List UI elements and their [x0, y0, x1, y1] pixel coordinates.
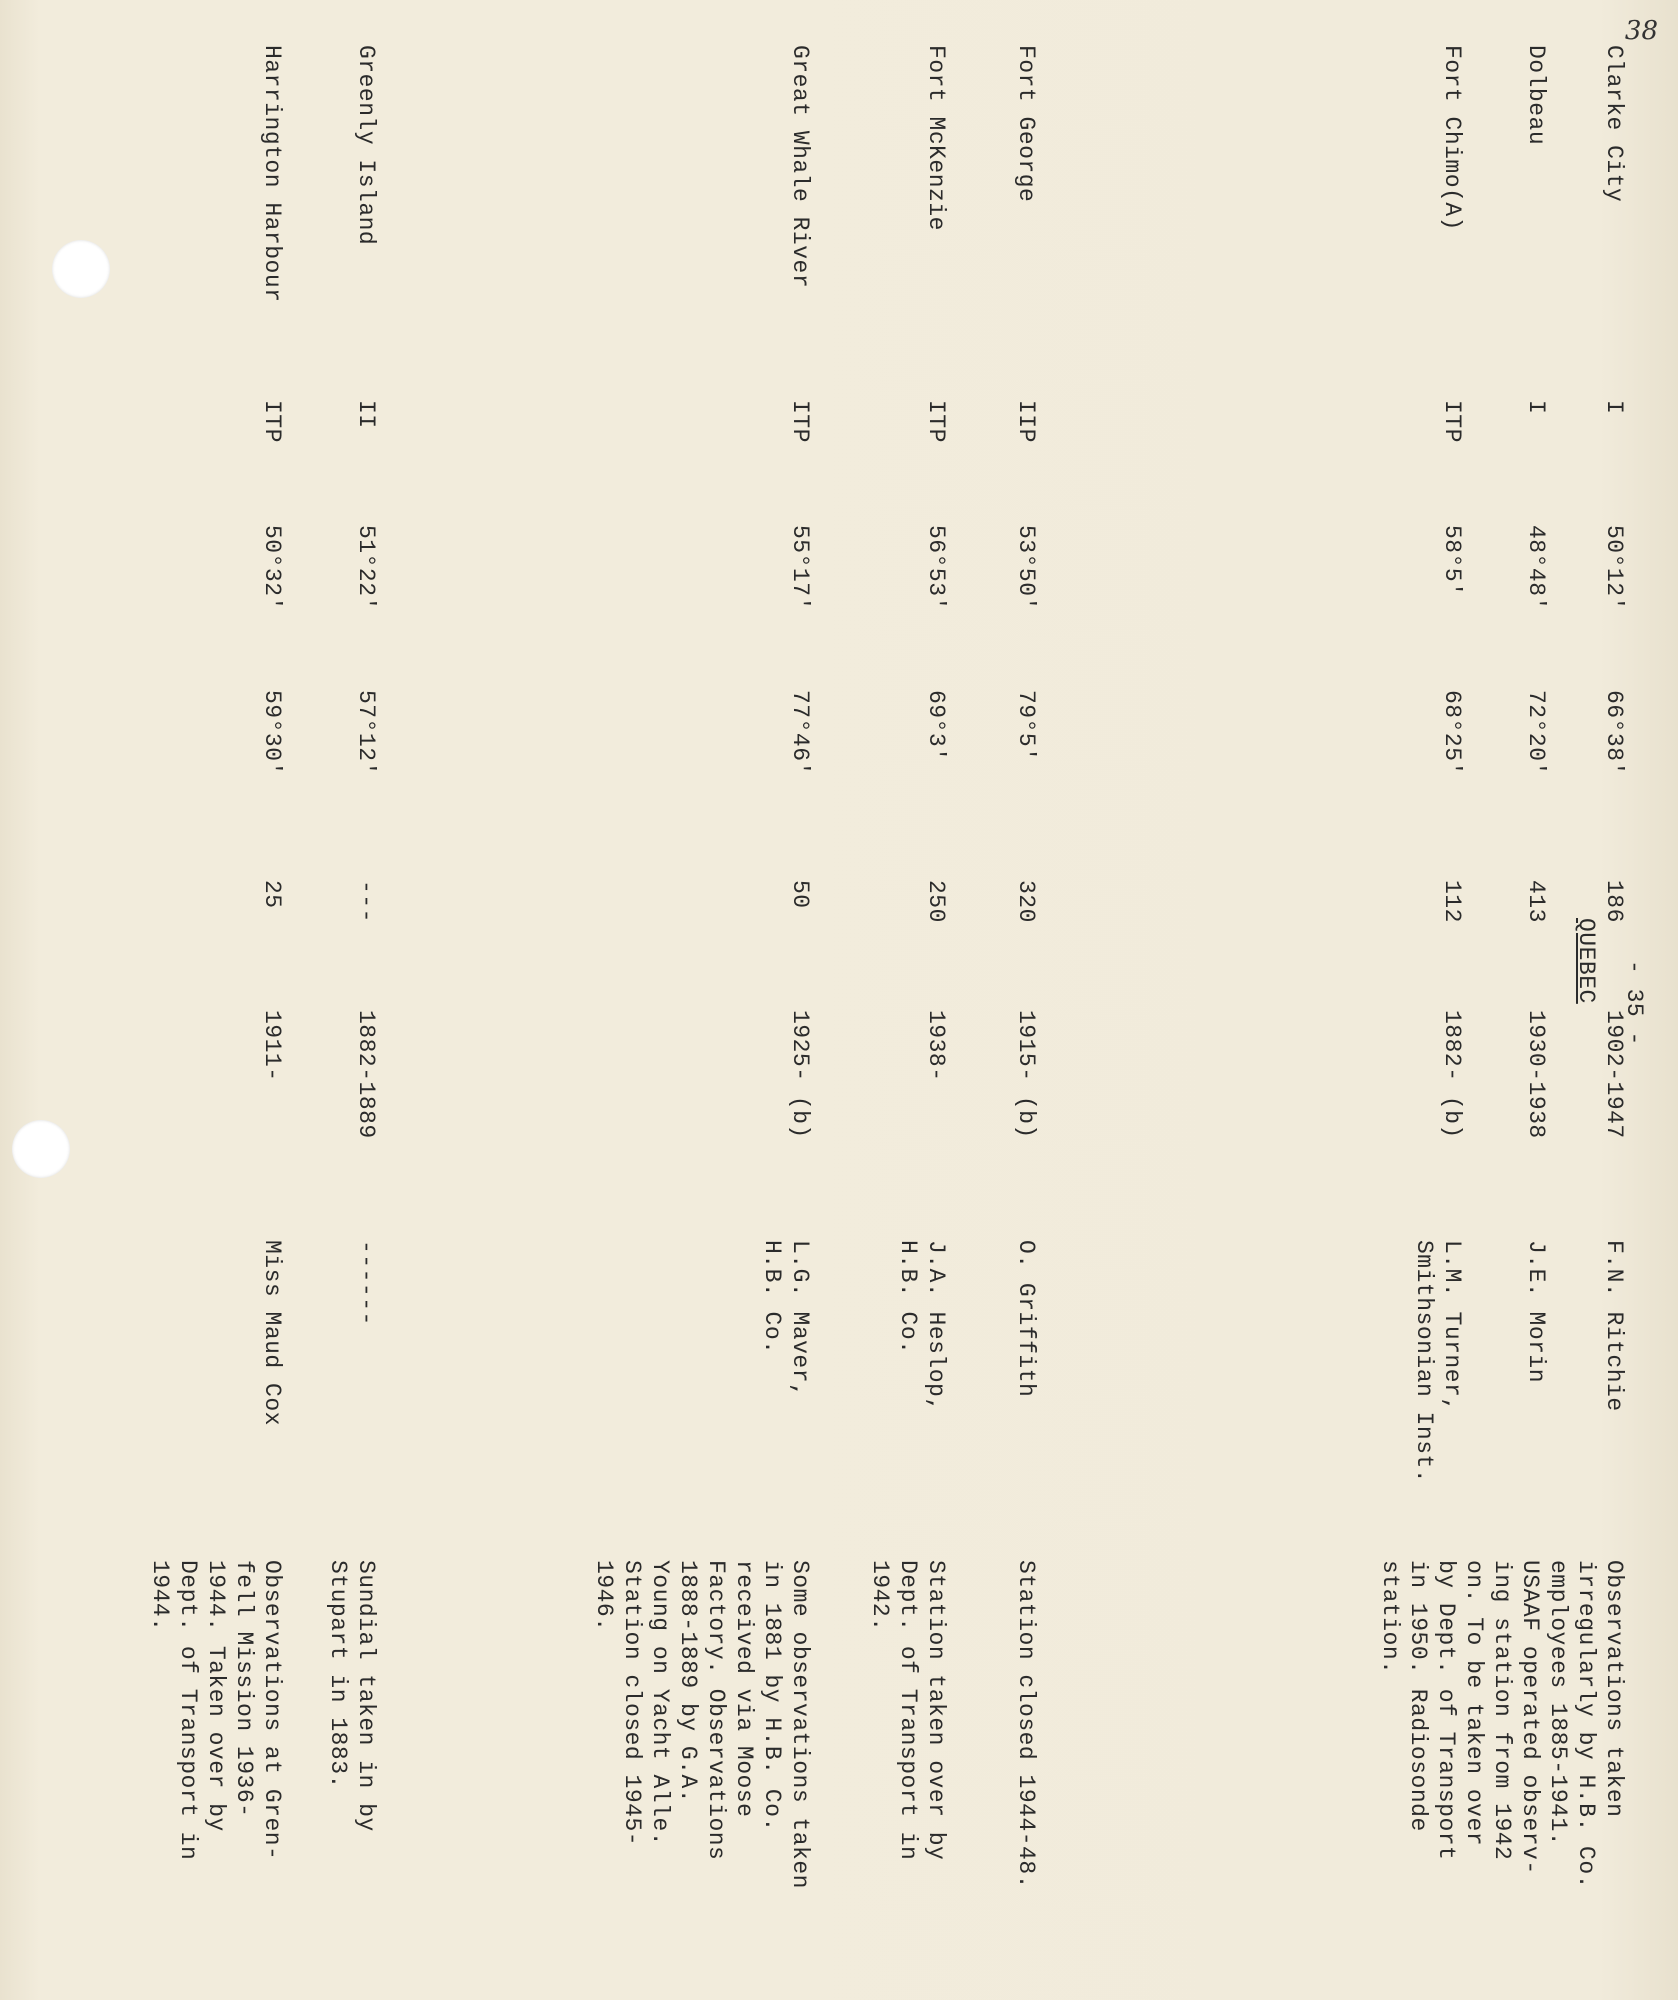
observer-line: F.N. Ritchie	[1601, 1240, 1627, 1412]
notes-line: employees 1885-1941.	[1545, 1560, 1571, 1847]
type-cell: I	[1523, 400, 1549, 415]
latitude-cell: 53°50'	[1013, 525, 1039, 611]
latitude-cell: 58°5'	[1439, 525, 1465, 597]
notes-line: station.	[1377, 1560, 1403, 1675]
notes-line: Young on Yacht Alle.	[647, 1560, 673, 1847]
elevation-cell: 250	[923, 880, 949, 923]
notes-line: USAAF operated observ-	[1517, 1560, 1543, 1875]
station-cell: Greenly Island	[353, 45, 379, 246]
type-cell: ITP	[1439, 400, 1465, 443]
notes-line: 1946.	[591, 1560, 617, 1632]
page-marker: - 35 -	[1621, 960, 1647, 1046]
longitude-cell: 68°25'	[1439, 690, 1465, 776]
notes-line: irregularly by H.B. Co.	[1573, 1560, 1599, 1889]
period-cell: 1902-1947	[1601, 1010, 1627, 1139]
station-cell: Fort McKenzie	[923, 45, 949, 231]
elevation-cell: 320	[1013, 880, 1039, 923]
longitude-cell: 72°20'	[1523, 690, 1549, 776]
longitude-cell: 66°38'	[1601, 690, 1627, 776]
station-cell: Fort Chimo(A)	[1439, 45, 1465, 231]
period-cell: 1882- (b)	[1439, 1010, 1465, 1139]
longitude-cell: 57°12'	[353, 690, 379, 776]
period-cell: 1882-1889	[353, 1010, 379, 1139]
observer-cell	[352, 1240, 380, 1326]
observer-line: ------	[353, 1240, 379, 1326]
notes-line: 1944. Taken over by	[203, 1560, 229, 1832]
observer-cell	[258, 1240, 286, 1426]
notes-line: Observations taken	[1601, 1560, 1627, 1818]
type-cell: II	[353, 400, 379, 429]
observer-line: Smithsonian Inst.	[1411, 1240, 1437, 1484]
notes-cell	[590, 1560, 814, 1889]
station-cell: Clarke City	[1601, 45, 1627, 203]
observer-line: H.B. Co.	[759, 1240, 785, 1355]
elevation-cell: 112	[1439, 880, 1465, 923]
observer-line: O. Griffith	[1013, 1240, 1039, 1398]
observer-line: Miss Maud Cox	[259, 1240, 285, 1426]
notes-cell	[1376, 1560, 1628, 1889]
notes-line: Station closed 1945-	[619, 1560, 645, 1847]
notes-line: Observations at Gren-	[259, 1560, 285, 1861]
period-cell: 1925- (b)	[787, 1010, 813, 1139]
elevation-cell: 50	[787, 880, 813, 909]
latitude-cell: 48°48'	[1523, 525, 1549, 611]
observer-cell	[1600, 1240, 1628, 1412]
page-number: 38	[1624, 16, 1658, 46]
station-cell: Harrington Harbour	[259, 45, 285, 303]
longitude-cell: 69°3'	[923, 690, 949, 762]
observer-line: L.M. Turner,	[1439, 1240, 1465, 1412]
notes-cell	[1012, 1560, 1040, 1889]
station-cell: Fort George	[1013, 45, 1039, 203]
elevation-cell: 186	[1601, 880, 1627, 923]
notes-cell	[324, 1560, 380, 1832]
elevation-cell: 25	[259, 880, 285, 909]
notes-line: received via Moose	[731, 1560, 757, 1818]
section-title: QUEBEC	[1573, 918, 1599, 1004]
longitude-cell: 79°5'	[1013, 690, 1039, 762]
latitude-cell: 50°12'	[1601, 525, 1627, 611]
latitude-cell: 50°32'	[259, 525, 285, 611]
observer-line: H.B. Co.	[895, 1240, 921, 1355]
type-cell: ITP	[787, 400, 813, 443]
notes-line: by Dept. of Transport	[1433, 1560, 1459, 1861]
type-cell: IIP	[1013, 400, 1039, 443]
latitude-cell: 56°53'	[923, 525, 949, 611]
observer-cell	[1012, 1240, 1040, 1397]
period-cell: 1938-	[923, 1010, 949, 1082]
notes-line: Dept. of Transport in	[175, 1560, 201, 1861]
station-cell: Dolbeau	[1523, 45, 1549, 146]
type-cell: ITP	[259, 400, 285, 443]
type-cell: I	[1601, 400, 1627, 415]
observer-line: J.A. Heslop,	[923, 1240, 949, 1412]
notes-line: fell Mission 1936-	[231, 1560, 257, 1818]
period-cell: 1915- (b)	[1013, 1010, 1039, 1139]
notes-line: on. To be taken over	[1461, 1560, 1487, 1847]
observer-cell	[1522, 1240, 1550, 1383]
notes-line: 1944.	[147, 1560, 173, 1632]
period-cell: 1911-	[259, 1010, 285, 1082]
notes-line: Sundial taken in by	[353, 1560, 379, 1832]
notes-line: Dept. of Transport in	[895, 1560, 921, 1861]
notes-cell	[866, 1560, 950, 1860]
notes-line: in 1950. Radiosonde	[1405, 1560, 1431, 1832]
latitude-cell: 51°22'	[353, 525, 379, 611]
latitude-cell: 55°17'	[787, 525, 813, 611]
longitude-cell: 59°30'	[259, 690, 285, 776]
observer-cell	[758, 1240, 814, 1397]
station-cell: Great Whale River	[787, 45, 813, 289]
observer-line: L.G. Maver,	[787, 1240, 813, 1398]
notes-line: Station closed 1944-48.	[1013, 1560, 1039, 1889]
notes-line: Stupart in 1883.	[325, 1560, 351, 1789]
notes-line: 1888-1889 by G.A.	[675, 1560, 701, 1804]
notes-line: 1942.	[867, 1560, 893, 1632]
longitude-cell: 77°46'	[787, 690, 813, 776]
observer-cell	[1410, 1240, 1466, 1483]
type-cell: ITP	[923, 400, 949, 443]
observer-line: J.E. Morin	[1523, 1240, 1549, 1384]
notes-cell	[146, 1560, 286, 1860]
observer-cell	[894, 1240, 950, 1412]
notes-line: Some observations taken	[787, 1560, 813, 1889]
elevation-cell: 413	[1523, 880, 1549, 923]
notes-line: ing station from 1942	[1489, 1560, 1515, 1861]
notes-line: Factory. Observations	[703, 1560, 729, 1861]
elevation-cell: ---	[353, 880, 379, 923]
notes-line: Station taken over by	[923, 1560, 949, 1861]
notes-line: in 1881 by H.B. Co.	[759, 1560, 785, 1832]
period-cell: 1930-1938	[1523, 1010, 1549, 1139]
